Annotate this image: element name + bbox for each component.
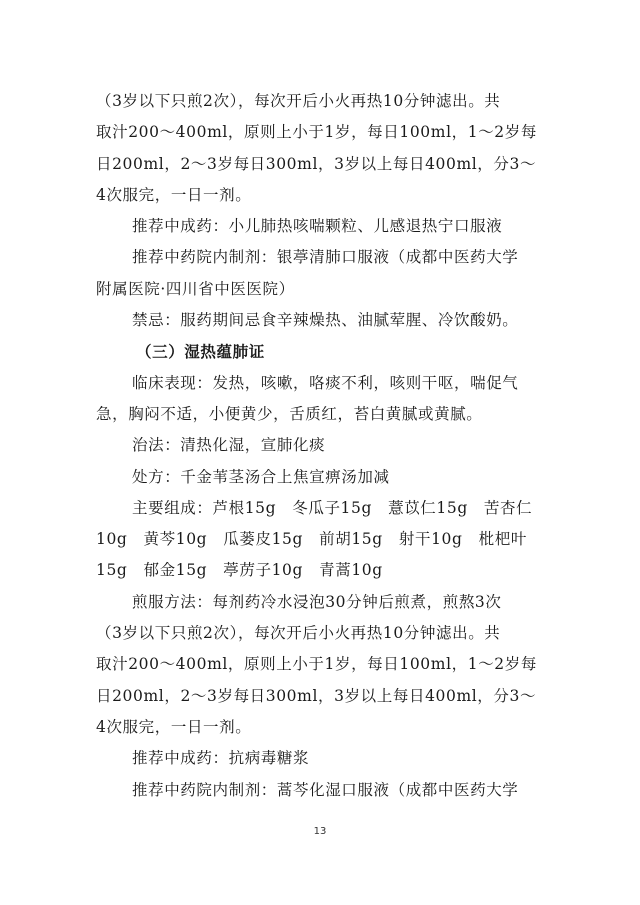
recommended-patent-medicine: 推荐中成药：小儿肺热咳喘颗粒、儿感退热宁口服液 (132, 217, 503, 236)
text-line: 取汁200～400ml，原则上小于1岁，每日100ml，1～2岁每 (96, 655, 537, 674)
section-heading: （三）湿热蕴肺证 (136, 342, 265, 362)
decoction-method: 煎服方法：每剂药冷水浸泡30分钟后煎煮，煎熬3次 (132, 592, 502, 611)
text-line: 取汁200～400ml，原则上小于1岁，每日100ml，1～2岁每 (96, 123, 537, 142)
text-line: （3岁以下只煎2次），每次开后小火再热10分钟滤出。共 (96, 624, 501, 643)
text-line: 附属医院·四川省中医医院） (96, 279, 295, 298)
main-composition: 主要组成：芦根15g 冬瓜子15g 薏苡仁15g 苦杏仁 (132, 498, 533, 517)
text-line: （3岁以下只煎2次），每次开后小火再热10分钟滤出。共 (96, 92, 501, 110)
text-line: 10g 黄芩10g 瓜蒌皮15g 前胡15g 射干10g 枇杷叶 (96, 530, 527, 549)
recommended-hospital-preparation: 推荐中药院内制剂：银葶清肺口服液（成都中医药大学 (132, 248, 519, 267)
treatment-method: 治法：清热化湿，宣肺化痰 (132, 436, 326, 455)
recommended-patent-medicine: 推荐中成药：抗病毒糖浆 (132, 749, 310, 768)
contraindications: 禁忌：服药期间忌食辛辣燥热、油腻荤腥、冷饮酸奶。 (132, 311, 519, 330)
text-line: 4次服完，一日一剂。 (96, 185, 252, 204)
text-line: 4次服完，一日一剂。 (96, 717, 252, 736)
text-line: 急，胸闷不适，小便黄少，舌质红，苔白黄腻或黄腻。 (96, 404, 483, 423)
page-number: 13 (313, 826, 327, 837)
text-line: 日200ml，2～3岁每日300ml，3岁以上每日400ml，分3～ (96, 686, 537, 705)
text-line: 15g 郁金15g 葶苈子10g 青蒿10g (96, 561, 383, 580)
document-body (96, 86, 550, 806)
clinical-manifestation: 临床表现：发热，咳嗽，咯痰不利，咳则干呕，喘促气 (132, 373, 519, 392)
prescription: 处方：千金苇茎汤合上焦宣痹汤加减 (132, 467, 390, 486)
recommended-hospital-preparation: 推荐中药院内制剂：蒿芩化湿口服液（成都中医药大学 (132, 780, 519, 799)
text-line: 日200ml，2～3岁每日300ml，3岁以上每日400ml，分3～ (96, 154, 537, 173)
